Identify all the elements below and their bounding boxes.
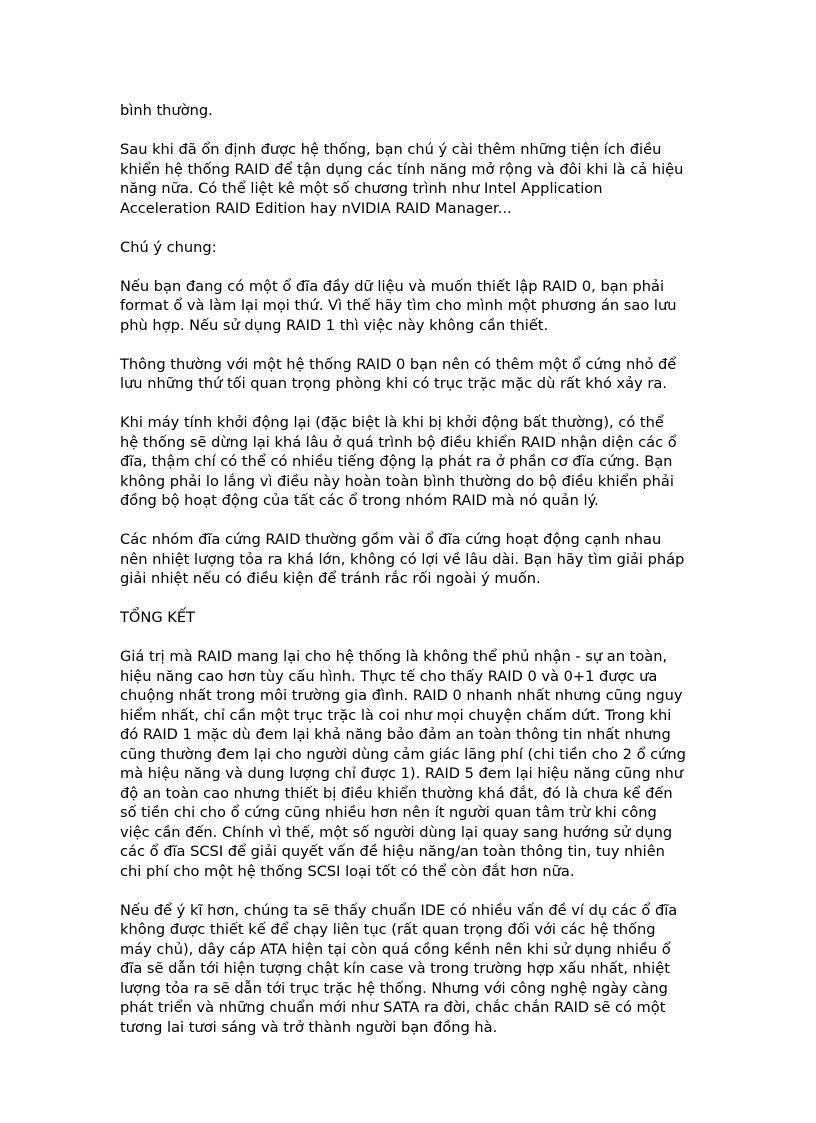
- text-line: đó RAID 1 mặc dù đem lại khả năng bảo đảm an toàn thông tin nhất nhưng: [120, 726, 671, 743]
- text-line: chi phí cho một hệ thống SCSI loại tốt có thể còn đắt hơn nữa.: [120, 862, 575, 880]
- text-line: Chú ý chung:: [120, 238, 217, 256]
- text-line: độ an toàn cao nhưng thiết bị điều khiển thường khá đắt, đó là chưa kể đến: [120, 784, 673, 802]
- text-line: lưu những thứ tối quan trọng phòng khi có trục trặc mặc dù rất khó xảy ra.: [120, 375, 667, 392]
- document-page: [120, 101, 700, 1057]
- text-line: các ổ đĩa SCSI để giải quyết vấn đề hiệu năng/an toàn thông tin, tuy nhiên: [120, 843, 665, 860]
- text-line: Nếu để ý kĩ hơn, chúng ta sẽ thấy chuẩn IDE có nhiều vấn đề ví dụ các ổ đĩa: [120, 901, 678, 919]
- text-line: phát triển và những chuẩn mới như SATA ra đời, chắc chắn RAID sẽ có một: [120, 999, 666, 1016]
- text-line: chuộng nhất trong môi trường gia đình. RAID 0 nhanh nhất nhưng cũng nguy: [120, 687, 683, 704]
- paragraph-raid-utilities: [120, 140, 700, 218]
- section-heading-summary: [120, 608, 700, 628]
- paragraph-reboot-behavior: [120, 413, 700, 511]
- paragraph-ide-vs-sata: [120, 901, 700, 1038]
- text-line: nên nhiệt lượng tỏa ra khá lớn, không có lợi về lâu dài. Bạn hãy tìm giải pháp: [120, 550, 685, 568]
- text-line: bình thường.: [120, 102, 213, 119]
- text-line: cũng thường đem lại cho người dùng cảm giác lãng phí (chi tiền cho 2 ổ cứng: [120, 745, 686, 763]
- text-line: TỔNG KẾT: [120, 609, 195, 626]
- text-line: Giá trị mà RAID mang lại cho hệ thống là không thể phủ nhận - sự an toàn,: [120, 648, 668, 665]
- text-line: format ổ và làm lại mọi thứ. Vì thế hãy tìm cho mình một phương án sao lưu: [120, 297, 677, 314]
- text-line: Acceleration RAID Edition hay nVIDIA RAID Manager...: [120, 199, 512, 217]
- text-line: đồng bộ hoạt động của tất các ổ trong nhóm RAID mà nó quản lý.: [120, 492, 599, 509]
- paragraph-raid0-backup-disk: [120, 355, 700, 394]
- paragraph-continuation: [120, 101, 700, 121]
- text-line: lượng tỏa ra sẽ dẫn tới trục trặc hệ thống. Nhưng với công nghệ ngày càng: [120, 979, 668, 997]
- paragraph-cooling: [120, 530, 700, 589]
- text-line: Thông thường với một hệ thống RAID 0 bạn nên có thêm một ổ cứng nhỏ để: [120, 355, 677, 373]
- paragraph-raid0-format: [120, 277, 700, 336]
- text-line: không phải lo lắng vì điều này hoàn toàn bình thường do bộ điều khiển phải: [120, 472, 674, 490]
- text-line: hiệu năng cao hơn tùy cấu hình. Thực tế cho thấy RAID 0 và 0+1 được ưa: [120, 667, 658, 685]
- text-line: việc cần đến. Chính vì thế, một số người dùng lại quay sang hướng sử dụng: [120, 823, 673, 841]
- text-line: Khi máy tính khởi động lại (đặc biệt là khi bị khởi động bất thường), có thể: [120, 414, 664, 431]
- text-line: không được thiết kế để chạy liên tục (rất quan trọng đối với các hệ thống: [120, 921, 656, 938]
- text-line: mà hiệu năng và dung lượng chỉ được 1). RAID 5 đem lại hiệu năng cũng như: [120, 765, 684, 782]
- text-line: khiển hệ thống RAID để tận dụng các tính năng mở rộng và đôi khi là cả hiệu: [120, 160, 684, 178]
- text-line: đĩa, thậm chí có thể có nhiều tiếng động lạ phát ra ở phần cơ đĩa cứng. Bạn: [120, 453, 673, 470]
- text-line: Các nhóm đĩa cứng RAID thường gồm vài ổ đĩa cứng hoạt động cạnh nhau: [120, 531, 662, 548]
- text-line: giải nhiệt nếu có điều kiện để tránh rắc rối ngoài ý muốn.: [120, 570, 541, 587]
- text-line: Nếu bạn đang có một ổ đĩa đầy dữ liệu và muốn thiết lập RAID 0, bạn phải: [120, 277, 665, 295]
- paragraph-raid-value: [120, 647, 700, 881]
- text-line: máy chủ), dây cáp ATA hiện tại còn quá cồng kềnh nên khi sử dụng nhiều ổ: [120, 940, 671, 958]
- text-line: tương lai tươi sáng và trở thành người bạn đồng hà.: [120, 1018, 498, 1036]
- text-line: đĩa sẽ dẫn tới hiện tượng chật kín case và trong trường hợp xấu nhất, nhiệt: [120, 960, 670, 977]
- text-line: số tiền chi cho ổ cứng cũng nhiều hơn nên ít người quan tâm trừ khi công: [120, 804, 657, 821]
- section-heading-general-notes: [120, 238, 700, 258]
- text-line: năng nữa. Có thể liệt kê một số chương trình như Intel Application: [120, 180, 603, 197]
- text-line: Sau khi đã ổn định được hệ thống, bạn chú ý cài thêm những tiện ích điều: [120, 141, 662, 158]
- text-line: phù hợp. Nếu sử dụng RAID 1 thì việc này không cần thiết.: [120, 316, 549, 334]
- text-line: hệ thống sẽ dừng lại khá lâu ở quá trình bộ điều khiển RAID nhận diện các ổ: [120, 433, 677, 451]
- text-line: hiểm nhất, chỉ cần một trục trặc là coi như mọi chuyện chấm dứt. Trong khi: [120, 706, 672, 724]
